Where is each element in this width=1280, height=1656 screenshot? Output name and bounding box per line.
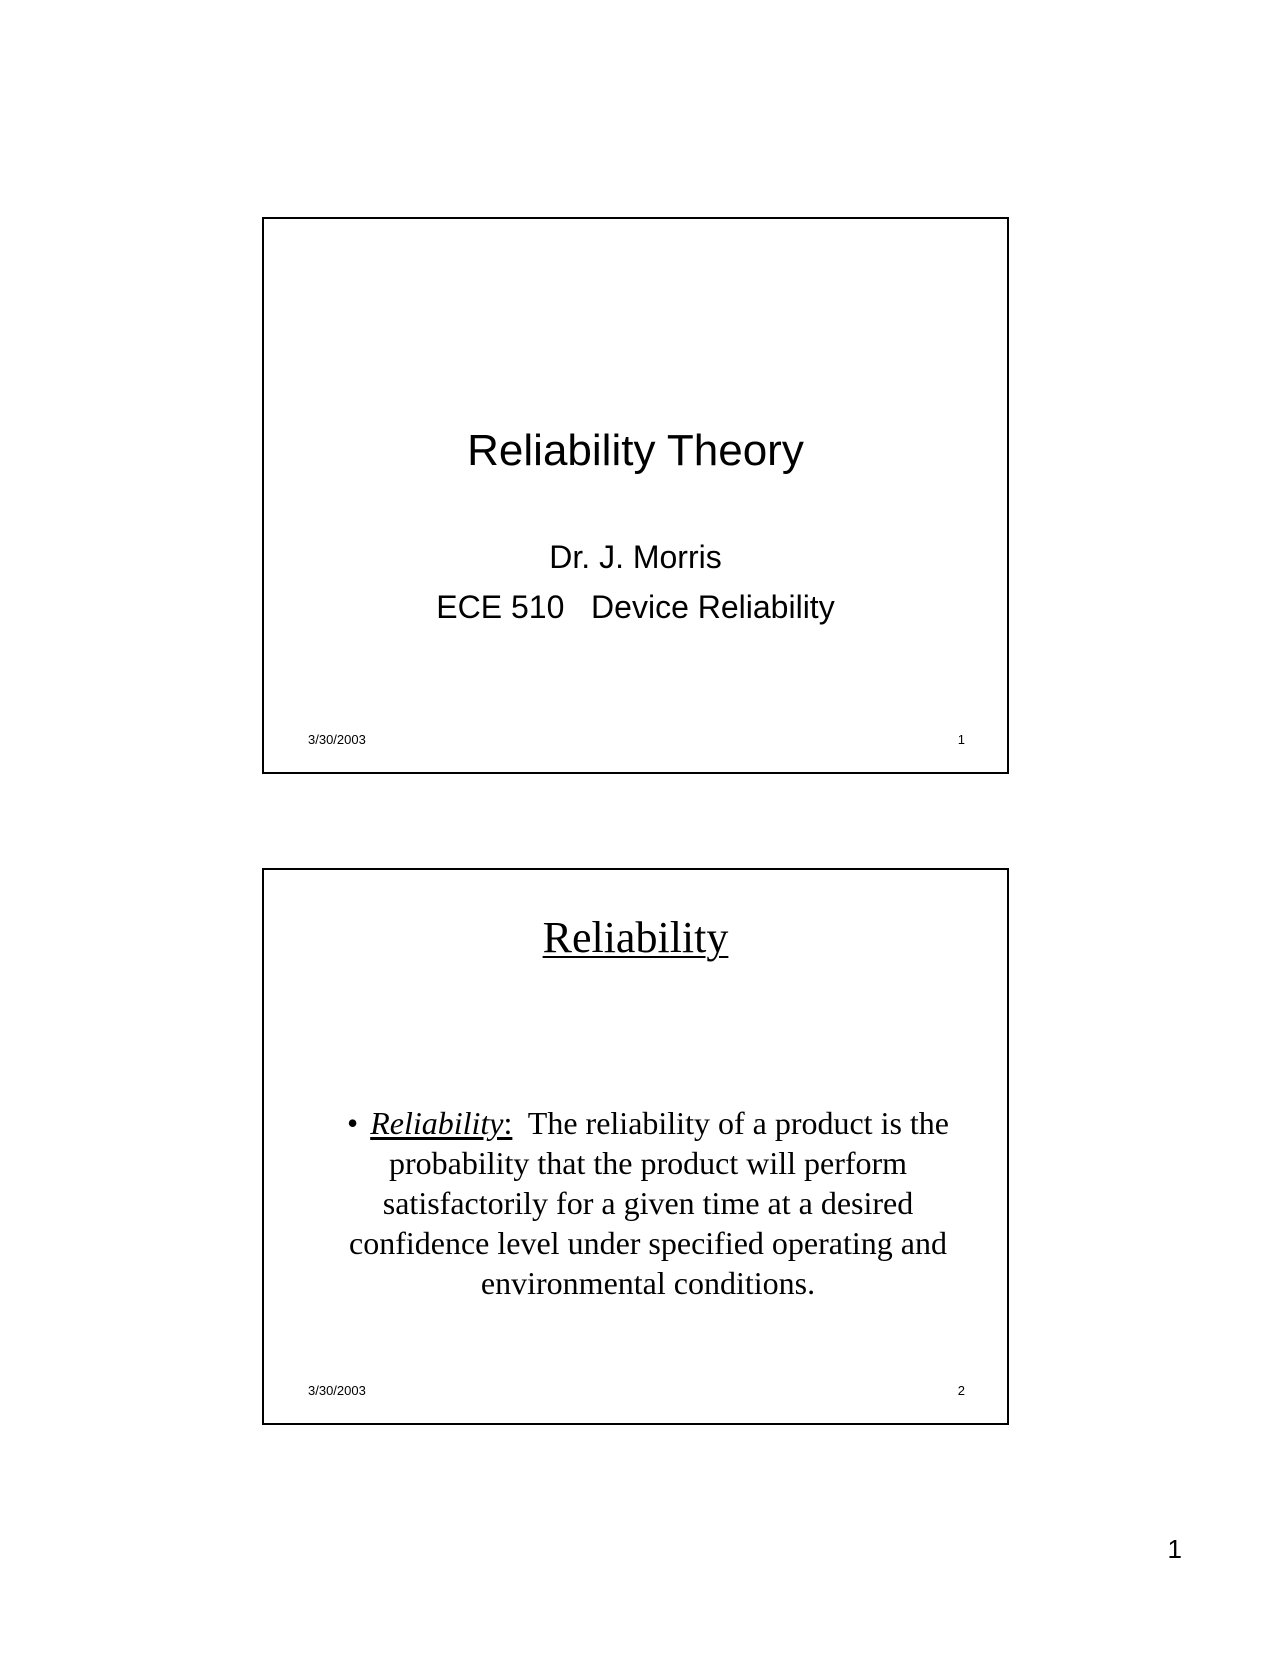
bullet-text: The reliability of a product is the probability that the product will perform satisfactorily for a given time at a desired confidence level under specified operating and environmental conditions. <box>349 1105 957 1301</box>
bullet-term: Reliability <box>370 1105 504 1141</box>
slide-2-bullet <box>318 1103 978 1303</box>
slide-1-author: Dr. J. Morris <box>549 539 722 575</box>
slide-2-title-text: Reliability <box>542 913 729 962</box>
page-number: 1 <box>1167 1534 1182 1564</box>
slide-2-title <box>264 914 1007 962</box>
slide-2 <box>262 868 1009 1425</box>
slide-1-course: ECE 510 Device Reliability <box>436 589 835 625</box>
slide-2-date: 3/30/2003 <box>308 1383 366 1398</box>
slide-1-title: Reliability Theory <box>467 426 804 475</box>
bullet-icon: • <box>346 1105 359 1141</box>
slide-2-number: 2 <box>957 1383 965 1398</box>
slide-1-number: 1 <box>957 732 965 747</box>
slide-1 <box>262 217 1009 774</box>
bullet-term-colon: : <box>503 1105 513 1141</box>
slide-1-date: 3/30/2003 <box>308 732 366 747</box>
